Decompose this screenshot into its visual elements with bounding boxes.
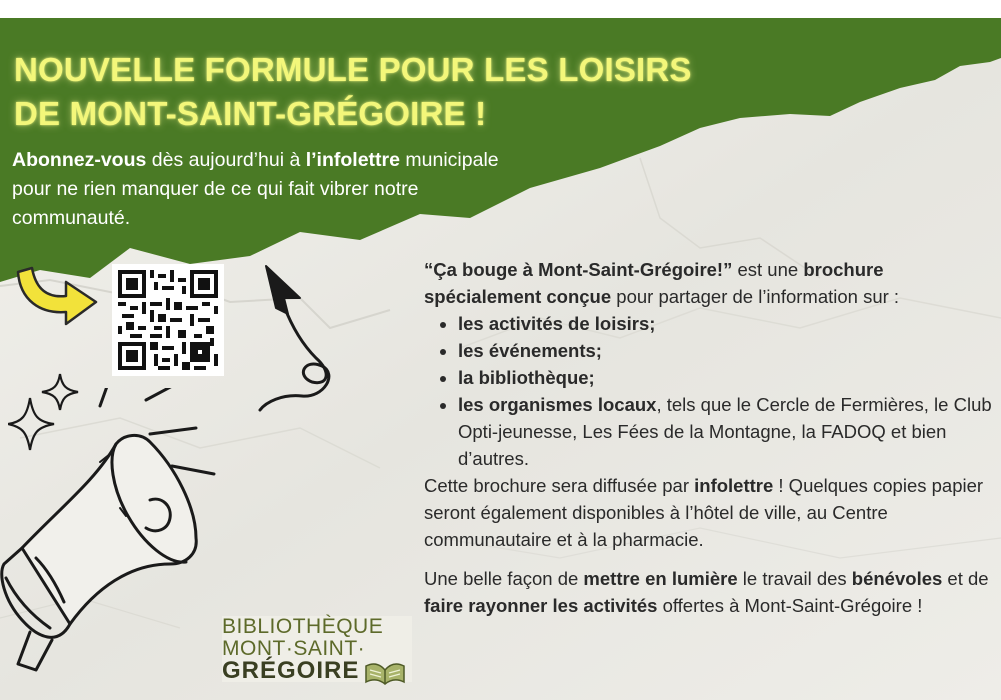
logo-line-3: GRÉGOIRE bbox=[222, 657, 360, 684]
list-item bbox=[458, 337, 999, 364]
brochure-intro bbox=[424, 256, 999, 310]
newsletter-emphasis: infolettre bbox=[694, 475, 774, 496]
logo-line-2: MONT·SAINT· bbox=[222, 637, 366, 660]
intro-text-part: municipale pour ne rien manquer de ce qui fait vibrer notre communauté. bbox=[12, 149, 499, 229]
brochure-emphasis: brochure spécialement conçue bbox=[424, 259, 884, 307]
brochure-text-part: est une bbox=[732, 259, 804, 280]
open-book-icon bbox=[364, 660, 406, 686]
curly-arrow-icon bbox=[258, 262, 348, 412]
megaphone-icon bbox=[0, 388, 260, 700]
list-item-text: les organismes locaux bbox=[458, 394, 657, 415]
curved-arrow-icon bbox=[10, 262, 100, 332]
distribution-text bbox=[424, 472, 999, 553]
list-item bbox=[458, 310, 999, 337]
intro-text-part: dès aujourd’hui à bbox=[146, 149, 306, 171]
closing-part: Une belle façon de bbox=[424, 568, 584, 589]
distribution-part: ! Quelques copies papier seront également disponibles à l’hôtel de ville, au Centre communautaire et à la pharmacie. bbox=[424, 475, 984, 550]
qr-code[interactable] bbox=[112, 264, 224, 376]
brochure-text bbox=[424, 256, 999, 619]
headline bbox=[14, 48, 692, 136]
closing-emphasis: mettre en lumière bbox=[583, 568, 738, 589]
topics-list bbox=[434, 310, 999, 472]
headline-line-1: NOUVELLE FORMULE POUR LES LOISIRS bbox=[14, 51, 692, 88]
closing-text bbox=[424, 565, 999, 619]
closing-part: le travail des bbox=[737, 568, 852, 589]
list-item-text: les activités de loisirs; bbox=[458, 313, 656, 334]
list-item-detail: , tels que le Cercle de Fermières, le Club Opti-jeunesse, Les Fées de la Montagne, la FADOQ et bien d’autres. bbox=[458, 394, 992, 469]
distribution-part: Cette brochure sera diffusée par bbox=[424, 475, 695, 496]
intro-newsletter: l’infolettre bbox=[305, 149, 400, 171]
poster bbox=[0, 18, 1001, 700]
brochure-title: “Ça bouge à Mont-Saint-Grégoire!” bbox=[424, 259, 733, 280]
closing-part: offertes à Mont-Saint-Grégoire ! bbox=[657, 595, 923, 616]
list-item bbox=[458, 391, 999, 472]
logo-line-1: BIBLIOTHÈQUE bbox=[222, 615, 384, 638]
library-logo bbox=[222, 616, 412, 682]
list-item bbox=[458, 364, 999, 391]
closing-emphasis: faire rayonner les activités bbox=[424, 595, 658, 616]
intro-subscribe: Abonnez-vous bbox=[12, 149, 147, 171]
qr-code-icon bbox=[118, 270, 218, 370]
closing-part: et de bbox=[942, 568, 989, 589]
list-item-text: les événements; bbox=[458, 340, 602, 361]
closing-emphasis: bénévoles bbox=[851, 568, 943, 589]
headline-line-2: DE MONT-SAINT-GRÉGOIRE ! bbox=[14, 95, 487, 132]
intro-text bbox=[12, 146, 532, 233]
brochure-text-part: pour partager de l’information sur : bbox=[611, 286, 900, 307]
list-item-text: la bibliothèque; bbox=[458, 367, 595, 388]
